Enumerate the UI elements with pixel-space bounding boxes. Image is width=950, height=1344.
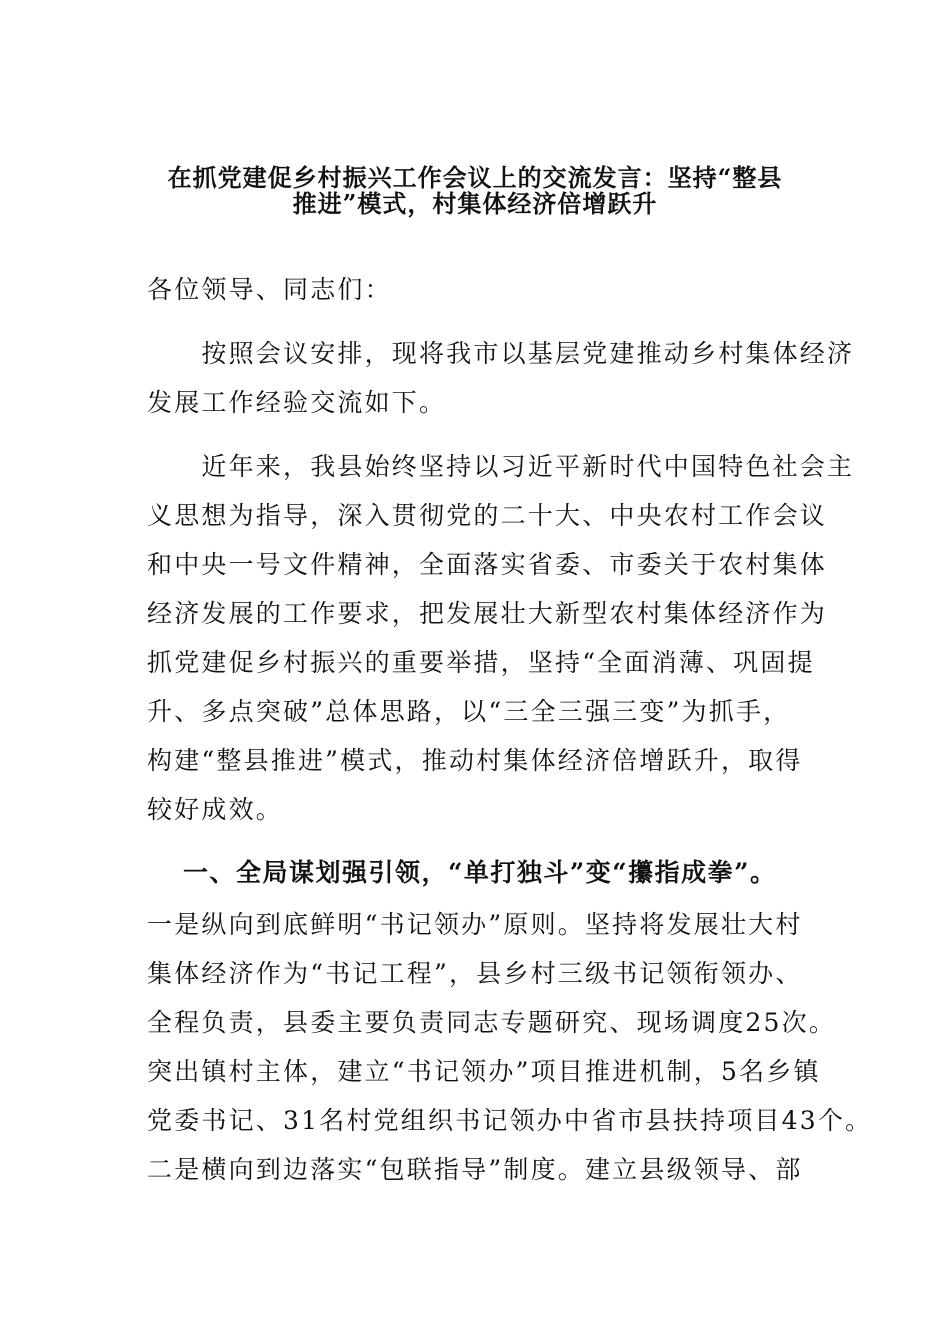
paragraph-line: 构建“整县推进”模式，推动村集体经济倍增跃升，取得 — [147, 746, 803, 775]
section-1-line: 二是横向到边落实“包联指导”制度。建立县级领导、部 — [147, 1155, 803, 1184]
document-title-line-2: 推进”模式，村集体经济倍增跃升 — [292, 189, 658, 218]
document-title-line-1: 在抓党建促乡村振兴工作会议上的交流发言：坚持“整县 — [167, 163, 783, 192]
section-1-line: 突出镇村主体，建立“书记领办”项目推进机制，5名乡镇 — [147, 1057, 821, 1086]
section-1-line: 集体经济作为“书记工程”，县乡村三级书记领衔领办、 — [147, 959, 803, 988]
paragraph-line: 近年来，我县始终坚持以习近平新时代中国特色社会主 — [147, 452, 855, 481]
intro-line: 发展工作经验交流如下。 — [147, 388, 447, 417]
section-1-line: 党委书记、31名村党组织书记领办中省市县扶持项目43个。 — [147, 1106, 873, 1135]
paragraph-line: 经济发展的工作要求，把发展壮大新型农村集体经济作为 — [147, 599, 828, 628]
paragraph-line: 较好成效。 — [147, 795, 284, 824]
intro-line: 按照会议安排，现将我市以基层党建推动乡村集体经济 — [147, 339, 855, 368]
paragraph-line: 升、多点突破”总体思路，以“三全三强三变”为抓手， — [147, 697, 791, 726]
paragraph-line: 和中央一号文件精神，全面落实省委、市委关于农村集体 — [147, 550, 828, 579]
salutation: 各位领导、同志们： — [147, 275, 392, 304]
section-1-line: 全程负责，县委主要负责同志专题研究、现场调度25次。 — [147, 1008, 837, 1037]
section-1-heading: 一、全局谋划强引领，“单打独斗”变“攥指成拳”。 — [183, 858, 777, 887]
section-1-line: 一是纵向到底鲜明“书记领办”原则。坚持将发展壮大村 — [147, 910, 803, 939]
paragraph-line: 义思想为指导，深入贯彻党的二十大、中央农村工作会议 — [147, 501, 828, 530]
paragraph-line: 抓党建促乡村振兴的重要举措，坚持“全面消薄、巩固提 — [147, 648, 815, 677]
